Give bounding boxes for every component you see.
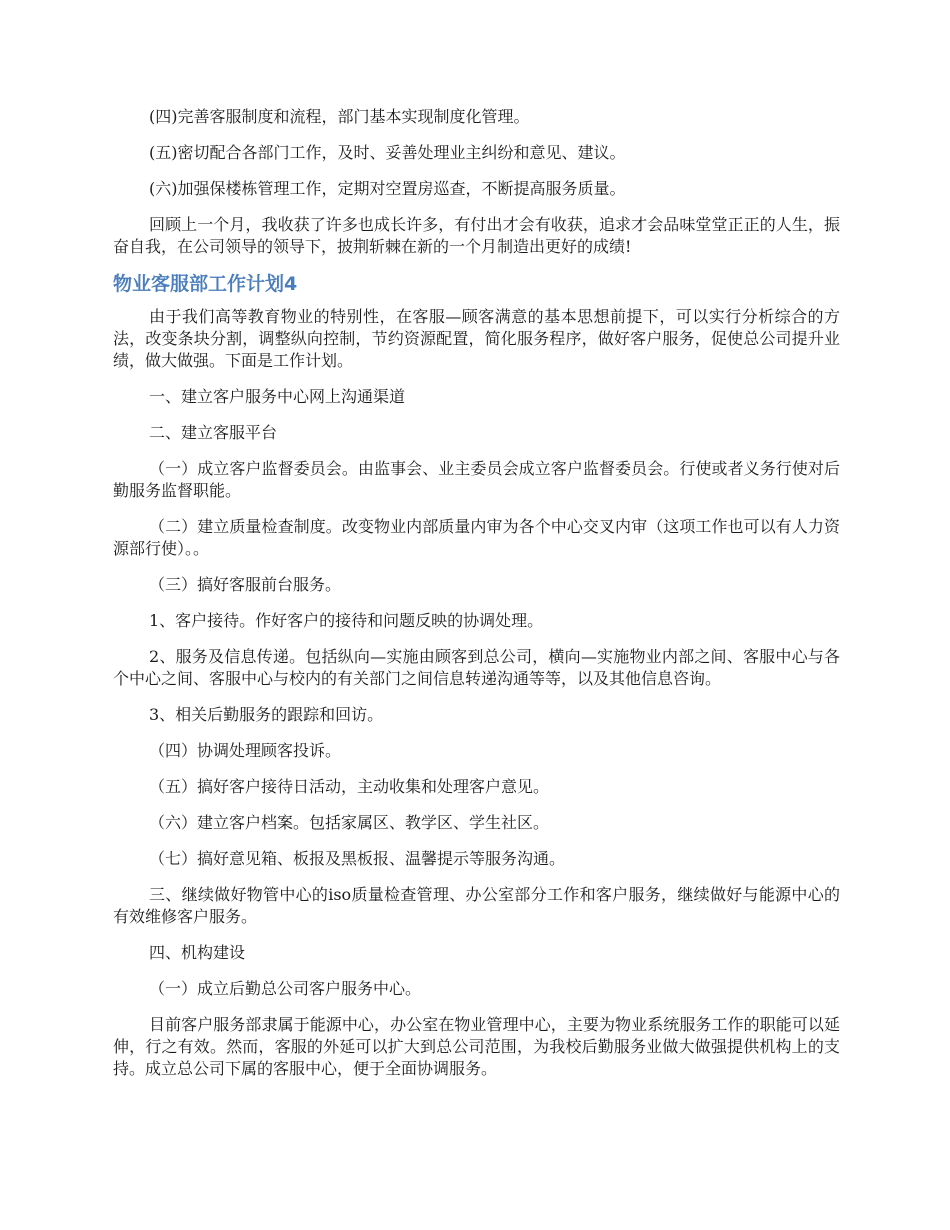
paragraph: （二）建立质量检查制度。改变物业内部质量内审为各个中心交叉内审（这项工作也可以有人力资源部行使）。。 — [113, 517, 840, 558]
paragraph: 一、建立客户服务中心网上沟通渠道 — [149, 387, 406, 406]
paragraph: 1、客户接待。作好客户的接待和问题反映的协调处理。 — [149, 611, 544, 630]
paragraph: 由于我们高等教育物业的特别性，在客服—顾客满意的基本思想前提下，可以实行分析综合的方法，改变条块分割，调整纵向控制，节约资源配置，简化服务程序，做好客户服务，促使总公司提升业绩，做大做强。下面是工作计划。 — [113, 307, 840, 370]
paragraph: （三）搞好客服前台服务。 — [149, 575, 342, 594]
paragraph: (五)密切配合各部门工作，及时、妥善处理业主纠纷和意见、建议。 — [149, 143, 626, 162]
document-page — [113, 106, 840, 1094]
paragraph: 四、机构建设 — [149, 943, 246, 962]
paragraph: (六)加强保楼栋管理工作，定期对空置房巡查，不断提高服务质量。 — [149, 179, 626, 198]
paragraph: (四)完善客服制度和流程，部门基本实现制度化管理。 — [149, 107, 530, 126]
paragraph: （六）建立客户档案。包括家属区、教学区、学生社区。 — [149, 813, 550, 832]
paragraph: 二、建立客服平台 — [149, 423, 278, 442]
paragraph: （一）成立客户监督委员会。由监事会、业主委员会成立客户监督委员会。行使或者义务行使对后勤服务监督职能。 — [113, 459, 840, 500]
paragraph: 三、继续做好物管中心的iso质量检查管理、办公室部分工作和客户服务，继续做好与能源中心的有效维修客户服务。 — [113, 885, 840, 926]
paragraph: （七）搞好意见箱、板报及黑板报、温馨提示等服务沟通。 — [149, 849, 566, 868]
paragraph: 目前客户服务部隶属于能源中心，办公室在物业管理中心，主要为物业系统服务工作的职能可以延伸，行之有效。然而，客服的外延可以扩大到总公司范围，为我校后勤服务业做大做强提供机构上的支持。成立总公司下属的客服中心，便于全面协调服务。 — [113, 1015, 840, 1078]
paragraph: （五）搞好客户接待日活动，主动收集和处理客户意见。 — [149, 777, 550, 796]
paragraph: 回顾上一个月，我收获了许多也成长许多，有付出才会有收获，追求才会品味堂堂正正的人生，振奋自我，在公司领导的领导下，披荆斩棘在新的一个月制造出更好的成绩! — [113, 215, 840, 256]
section-title: 物业客服部工作计划4 — [113, 273, 298, 295]
paragraph: （四）协调处理顾客投诉。 — [149, 741, 342, 760]
paragraph: 3、相关后勤服务的跟踪和回访。 — [149, 705, 384, 724]
paragraph: 2、服务及信息传递。包括纵向—实施由顾客到总公司，横向—实施物业内部之间、客服中心与各个中心之间、客服中心与校内的有关部门之间信息转递沟通等等，以及其他信息咨询。 — [113, 647, 840, 688]
paragraph: （一）成立后勤总公司客户服务中心。 — [149, 979, 422, 998]
